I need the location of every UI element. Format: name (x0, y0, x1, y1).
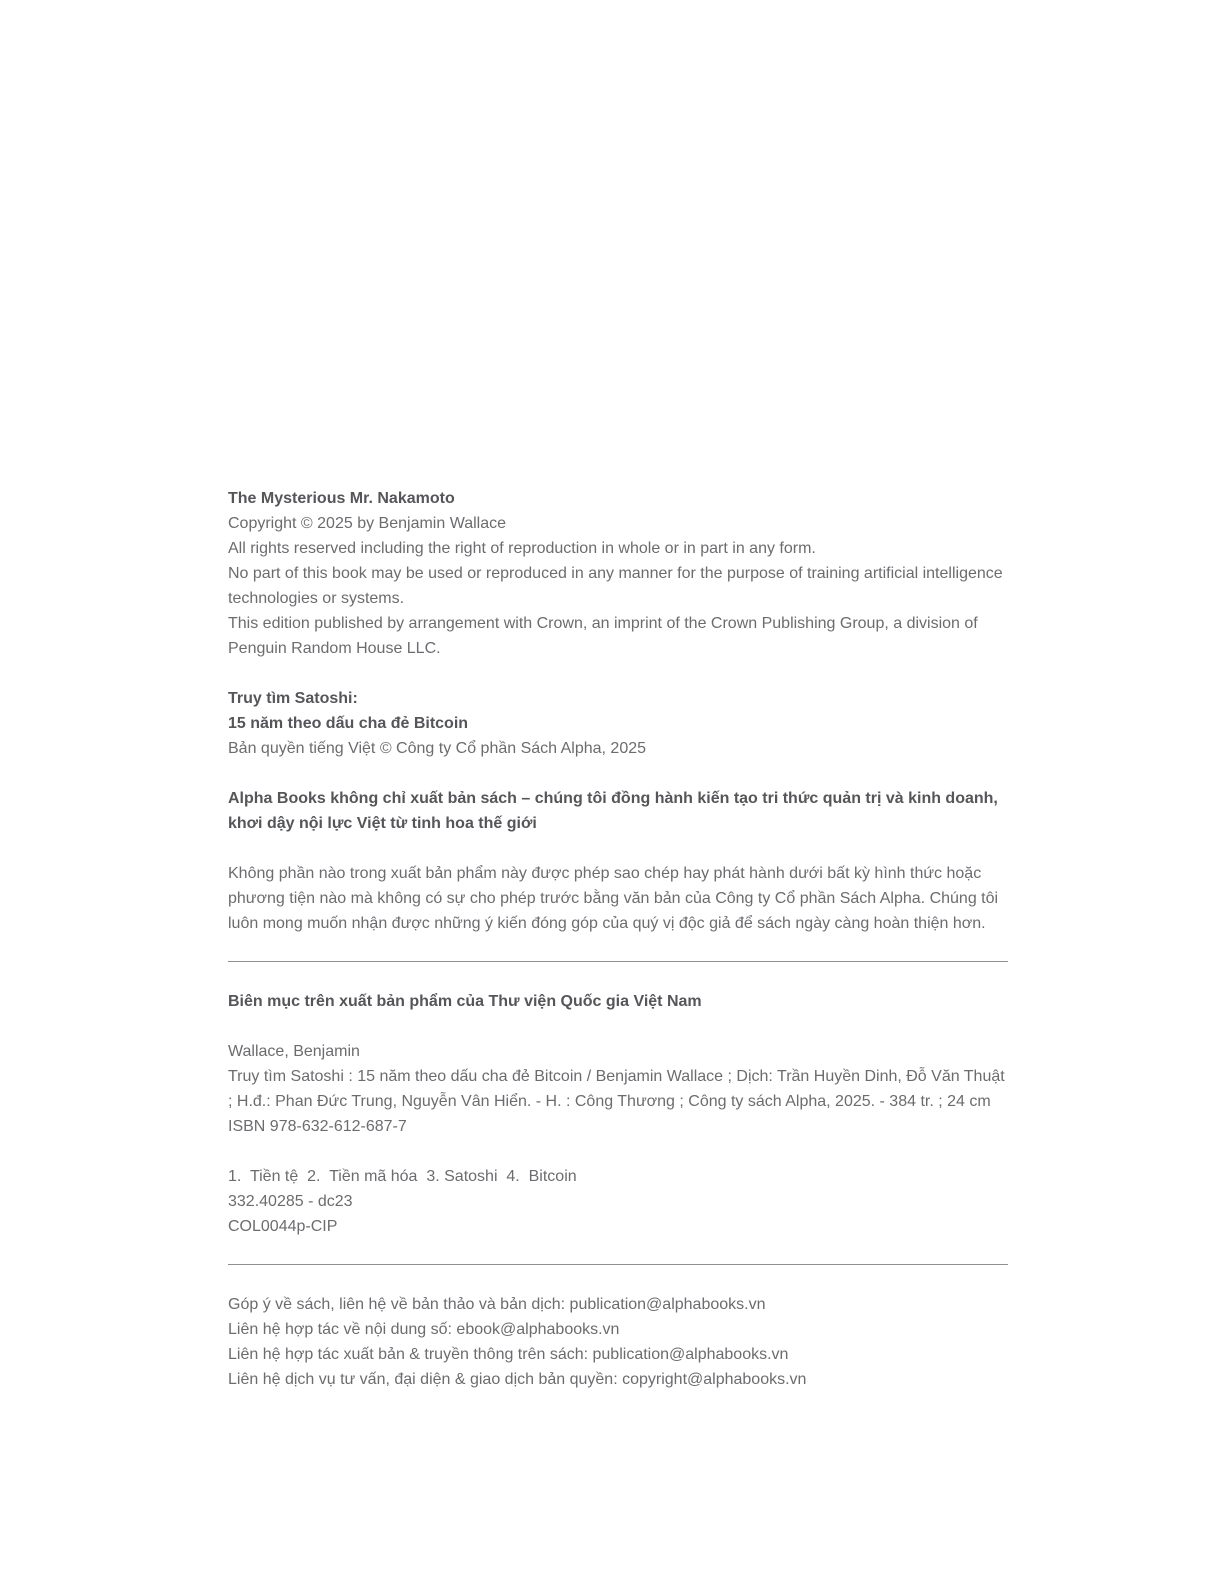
contact-publishing-line: Liên hệ hợp tác xuất bản & truyền thông trên sách: publication@alphabooks.vn (228, 1346, 789, 1363)
edition-arrangement-line: This edition published by arrangement with Crown, an imprint of the Crown Publishing Group, a division of Penguin Random House LLC. (228, 615, 978, 657)
ai-training-notice: No part of this book may be used or reproduced in any manner for the purpose of training artificial intelligence technologies or systems. (228, 565, 1003, 607)
divider-bottom (228, 1264, 1008, 1265)
contact-block (228, 1292, 1008, 1392)
rights-reserved-line: All rights reserved including the right of reproduction in whole or in part in any form. (228, 540, 816, 557)
vietnamese-copyright-line: Bản quyền tiếng Việt © Công ty Cổ phần Sách Alpha, 2025 (228, 740, 647, 757)
subjects-block (228, 1164, 1008, 1239)
divider-top (228, 961, 1008, 962)
publisher-slogan-block (228, 786, 1008, 836)
cataloging-author: Wallace, Benjamin (228, 1043, 360, 1060)
contact-copyright-line: Liên hệ dịch vụ tư vấn, đại diện & giao dịch bản quyền: copyright@alphabooks.vn (228, 1371, 807, 1388)
cip-code-line: COL0044p-CIP (228, 1218, 338, 1235)
cataloging-block (228, 989, 1008, 1139)
original-title: The Mysterious Mr. Nakamoto (228, 490, 455, 507)
isbn-line: ISBN 978-632-612-687-7 (228, 1118, 407, 1135)
rights-notice-text: Không phần nào trong xuất bản phẩm này được phép sao chép hay phát hành dưới bất kỳ hình thức hoặc phương tiện nào mà không có sự cho phép trước bằng văn bản của Công ty Cổ phần Sách Alpha. Chúng tôi luôn mong muốn nhận được những ý kiến đóng góp của quý vị độc giả để sách ngày càng hoàn thiện hơn. (228, 865, 999, 932)
contact-digital-line: Liên hệ hợp tác về nội dung số: ebook@alphabooks.vn (228, 1321, 620, 1338)
copyright-line: Copyright © 2025 by Benjamin Wallace (228, 515, 506, 532)
dewey-number-line: 332.40285 - dc23 (228, 1193, 353, 1210)
vietnamese-title-line2: 15 năm theo dấu cha đẻ Bitcoin (228, 715, 469, 732)
vietnamese-title-line1: Truy tìm Satoshi: (228, 690, 358, 707)
subject-headings-line: 1. Tiền tệ 2. Tiền mã hóa 3. Satoshi 4. Bitcoin (228, 1168, 577, 1185)
rights-notice-block (228, 861, 1008, 936)
colophon-content (228, 486, 1008, 1417)
publisher-slogan: Alpha Books không chỉ xuất bản sách – chúng tôi đồng hành kiến tạo tri thức quản trị và kinh doanh, khơi dậy nội lực Việt từ tinh hoa thế giới (228, 790, 998, 832)
english-copyright-block (228, 486, 1008, 661)
cataloging-entry: Truy tìm Satoshi : 15 năm theo dấu cha đẻ Bitcoin / Benjamin Wallace ; Dịch: Trần Huyền Dinh, Đỗ Văn Thuật ; H.đ.: Phan Đức Trung, Nguyễn Vân Hiển. - H. : Công Thương ; Công ty sách Alpha, 2025. - 384 tr. ; 24 cm (228, 1068, 1005, 1110)
cataloging-heading: Biên mục trên xuất bản phẩm của Thư viện Quốc gia Việt Nam (228, 993, 702, 1010)
contact-manuscript-line: Góp ý về sách, liên hệ về bản thảo và bản dịch: publication@alphabooks.vn (228, 1296, 766, 1313)
vietnamese-edition-block (228, 686, 1008, 761)
